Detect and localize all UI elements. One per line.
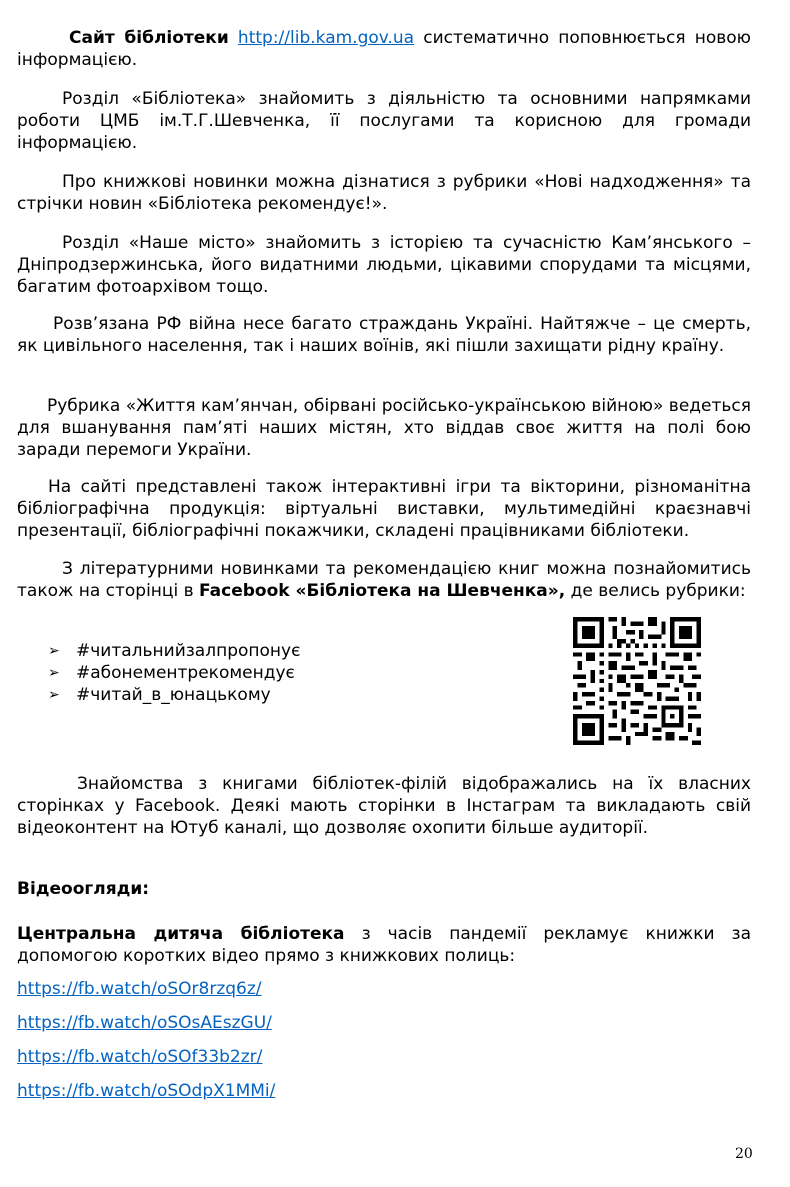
list-item <box>48 662 300 684</box>
arrowhead-bullet-icon: ➢ <box>48 687 60 703</box>
video-link-list <box>17 978 275 1114</box>
paragraph-war: Розв’язана РФ війна несе багато страждань Україні. Найтяжче – це смерть, як цивільного населення, так і наших воїнів, які пішли захищати рідну країну. <box>17 314 751 356</box>
paragraph-new-books: Про книжкові новинки можна дізнатися з рубрики «Нові надходження» та стрічки новин «Бібліотека рекомендує!». <box>17 172 751 214</box>
video-link[interactable]: https://fb.watch/oSOsAEszGU/ <box>17 1013 272 1033</box>
site-label: Сайт бібліотеки <box>69 28 229 48</box>
video-reviews-heading <box>17 878 751 900</box>
list-item <box>48 684 300 706</box>
video-heading-text: Відеоогляди: <box>17 879 150 899</box>
qr-code-icon[interactable] <box>573 617 701 745</box>
paragraph-facebook <box>17 558 751 602</box>
arrowhead-bullet-icon: ➢ <box>48 665 60 681</box>
paragraph-branch-libraries: Знайомства з книгами бібліотек-філій відображались на їх власних сторінках у Facebook. Деякі мають сторінки в Інстаграм та викладають свій відеоконтент на Ютуб каналі, що дозволяє охопити більше аудиторії. <box>17 774 751 838</box>
arrowhead-bullet-icon: ➢ <box>48 643 60 659</box>
facebook-text-end: де велись рубрики: <box>565 581 746 601</box>
rubric-label: #абонементрекомендує <box>76 663 295 683</box>
video-link[interactable]: https://fb.watch/oSOf33b2zr/ <box>17 1047 263 1067</box>
paragraph-site <box>17 27 751 71</box>
paragraph-interactive: На сайті представлені також інтерактивні ігри та вікторини, різноманітна бібліографічна продукція: віртуальні виставки, мультимедійні краєзнавчі презентації, бібліографічні покажчики, складені працівниками бібліотеки. <box>17 477 751 541</box>
site-text: систематично поповнюється новою інформацією. <box>17 28 751 70</box>
rubric-label: #читай_в_юнацькому <box>76 685 271 705</box>
video-link[interactable]: https://fb.watch/oSOdpX1MMi/ <box>17 1081 276 1101</box>
paragraph-our-city: Розділ «Наше місто» знайомить з історією та сучасністю Кам’янського – Дніпродзержинська, його видатними людьми, цікавими спорудами та місцями, багатим фотоархівом тощо. <box>17 233 751 297</box>
children-library-name: Центральна дитяча бібліотека <box>17 924 345 944</box>
site-link[interactable]: http://lib.kam.gov.ua <box>237 28 415 48</box>
children-library-text: з часів пандемії рекламує книжки за допомогою коротких відео прямо з книжкових полиць: <box>17 924 751 966</box>
page-number: 20 <box>735 1146 753 1162</box>
facebook-page-name: Facebook «Бібліотека на Шевченка», <box>199 581 566 601</box>
facebook-text-start: З літературними новинками та рекомендацією книг можна познайомитись також на сторінці в <box>17 559 751 601</box>
video-link[interactable]: https://fb.watch/oSOr8rzq6z/ <box>17 979 262 999</box>
rubric-label: #читальнийзалпропонує <box>76 641 301 661</box>
paragraph-children-library <box>17 923 751 967</box>
rubric-list <box>48 640 300 706</box>
list-item <box>48 640 300 662</box>
paragraph-rubric-lives: Рубрика «Життя кам’янчан, обірвані російсько-українською війною» ведеться для вшанування пам’яті наших містян, хто віддав своє життя на полі бою заради перемоги України. <box>17 396 751 460</box>
paragraph-library-section: Розділ «Бібліотека» знайомить з діяльністю та основними напрямками роботи ЦМБ ім.Т.Г.Шевченка, її послугами та корисною для громади інформацією. <box>17 89 751 153</box>
